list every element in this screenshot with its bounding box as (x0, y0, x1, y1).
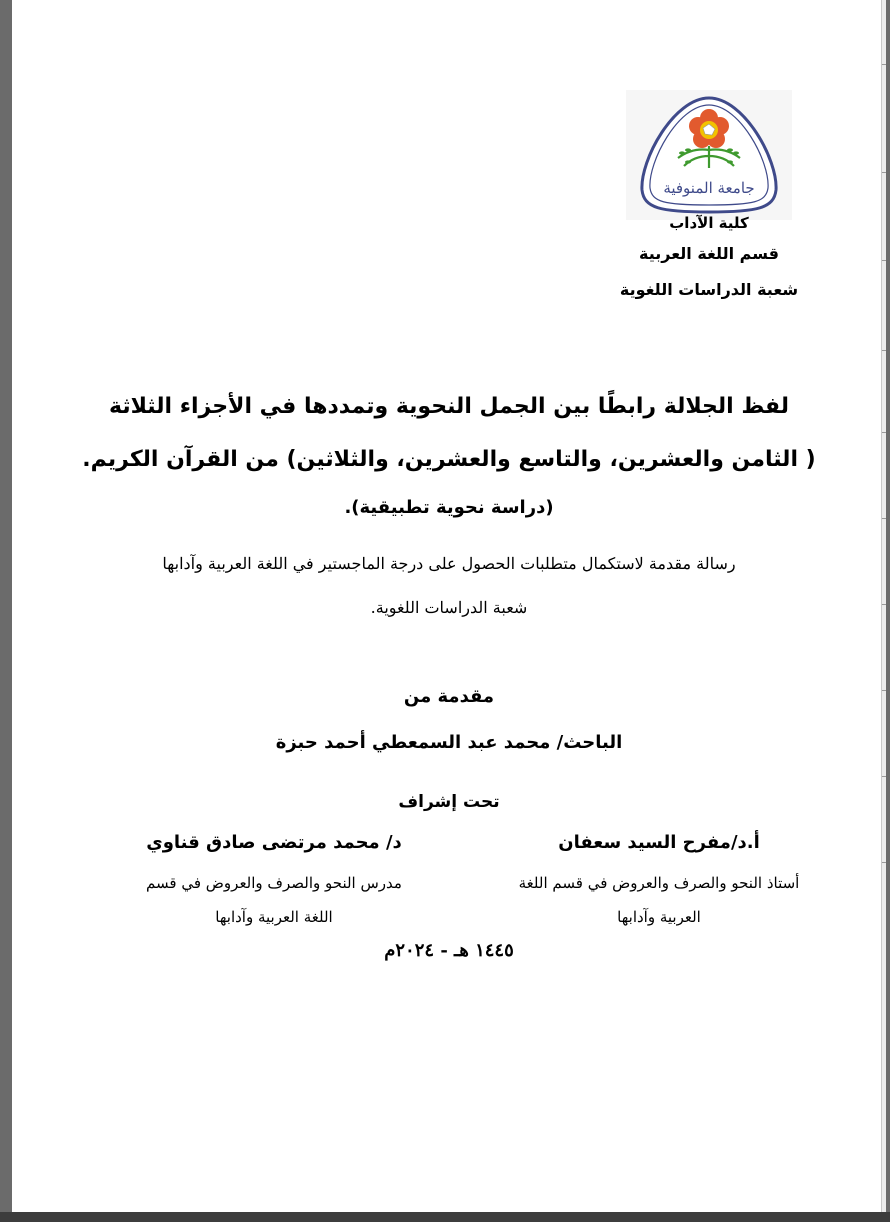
thesis-purpose-line-2: شعبة الدراسات اللغوية. (370, 598, 528, 617)
edge-tick (882, 518, 886, 519)
thesis-subtitle: (دراسة نحوية تطبيقية). (344, 497, 554, 518)
page-right-edge (881, 0, 886, 1212)
thesis-title-line-1: لفظ الجلالة رابطًا بين الجمل النحوية وتمددها في الأجزاء الثلاثة (108, 394, 790, 419)
researcher-name: الباحث/ محمد عبد السمعطي أحمد حبزة (275, 732, 623, 753)
edge-tick (882, 776, 886, 777)
edge-tick (882, 432, 886, 433)
presented-by-label: مقدمة من (403, 686, 495, 707)
logo-emblem-icon (626, 90, 792, 220)
supervisor-1-title-line-2: العربية وآدابها (617, 908, 701, 926)
document-page (12, 0, 886, 1212)
supervisor-2-name: د/ محمد مرتضى صادق قناوي (146, 832, 402, 853)
branch-name: شعبة الدراسات اللغوية (619, 280, 799, 299)
thesis-purpose-line-1: رسالة مقدمة لاستكمال متطلبات الحصول على درجة الماجستير في اللغة العربية وآدابها (162, 554, 736, 573)
edge-tick (882, 350, 886, 351)
university-logo (626, 90, 792, 220)
supervisor-1-title-line-1: أستاذ النحو والصرف والعروض في قسم اللغة (518, 874, 800, 892)
edge-tick (882, 862, 886, 863)
supervisor-1-name: أ.د/مفرح السيد سعفان (558, 832, 760, 853)
faculty-name: كلية الآداب (669, 214, 749, 232)
supervisor-2-title-line-1: مدرس النحو والصرف والعروض في قسم (146, 874, 402, 892)
supervision-label: تحت إشراف (398, 792, 500, 812)
thesis-date: ١٤٤٥ هـ - ٢٠٢٤م (384, 940, 514, 961)
edge-tick (882, 690, 886, 691)
edge-tick (882, 604, 886, 605)
edge-tick (882, 64, 886, 65)
thesis-title-line-2: ( الثامن والعشرين، والتاسع والعشرين، والثلاثين) من القرآن الكريم. (82, 447, 816, 472)
edge-tick (882, 172, 886, 173)
supervisor-2-title-line-2: اللغة العربية وآدابها (215, 908, 333, 926)
logo-text: جامعة المنوفية (663, 179, 755, 197)
department-name: قسم اللغة العربية (639, 244, 779, 263)
viewer-bottom-bar (0, 1212, 890, 1222)
edge-tick (882, 260, 886, 261)
